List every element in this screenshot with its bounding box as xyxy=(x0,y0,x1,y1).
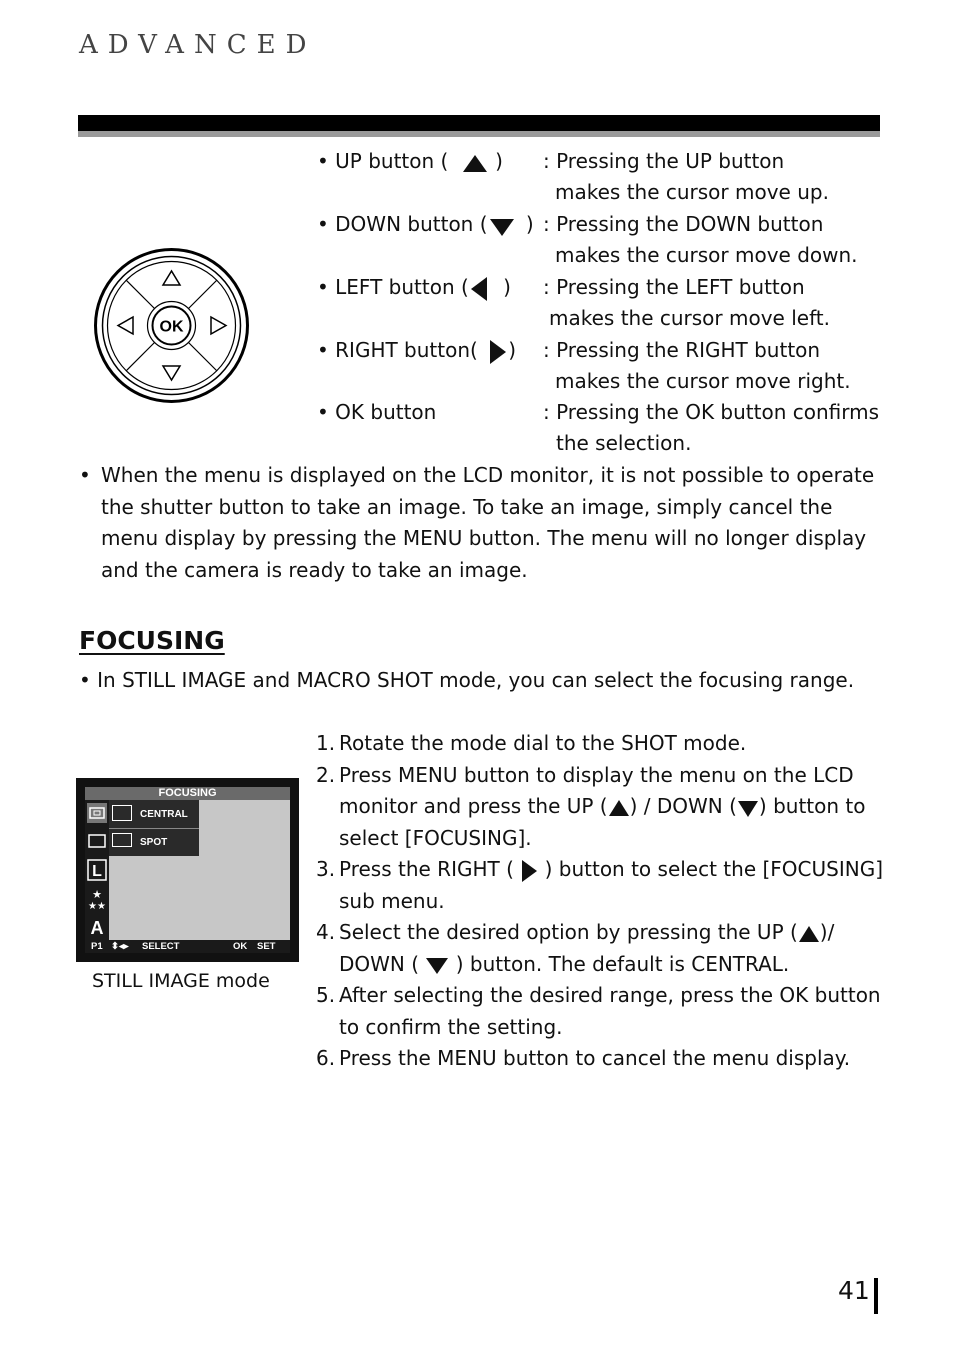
svg-text:★: ★ xyxy=(92,888,102,901)
up-triangle-icon xyxy=(798,925,820,943)
control-close: ) xyxy=(525,212,534,236)
section-header: ADVANCED xyxy=(79,30,317,60)
dpad-illustration xyxy=(93,247,250,404)
svg-text:A: A xyxy=(90,918,104,938)
svg-text:L: L xyxy=(92,863,102,880)
step-4: 4. Select the desired option by pressing the UP ( )/ DOWN ( ) button. The default is CENTRAL. xyxy=(316,920,835,976)
control-close: ) xyxy=(508,338,517,362)
focusing-steps xyxy=(316,728,886,1075)
right-triangle-icon xyxy=(488,339,508,365)
step-5: 5. After selecting the desired range, press the OK button to confirm the setting. xyxy=(316,983,881,1039)
spot-focus-icon xyxy=(112,833,132,847)
control-desc-left: : Pressing the LEFT button makes the cursor move left. xyxy=(543,275,830,330)
dpad-ok-label: OK xyxy=(159,318,184,336)
up-triangle-icon xyxy=(608,799,630,817)
lcd-option-spot: SPOT xyxy=(140,837,168,848)
step-6: 6. Press the MENU button to cancel the menu display. xyxy=(316,1046,851,1070)
step-1: 1. Rotate the mode dial to the SHOT mode. xyxy=(316,731,747,755)
lcd-option-central: CENTRAL xyxy=(140,809,188,820)
control-desc-right: : Pressing the RIGHT button makes the cursor move right. xyxy=(543,338,851,393)
control-row-left xyxy=(317,272,511,303)
control-close: ) xyxy=(495,149,503,173)
lcd-focus-menu xyxy=(109,800,199,856)
control-name: • LEFT button ( xyxy=(317,275,469,299)
down-triangle-icon xyxy=(488,216,516,236)
svg-text:★★: ★★ xyxy=(88,901,106,912)
control-row-right xyxy=(317,335,516,366)
control-name: • RIGHT button( xyxy=(317,338,478,362)
up-triangle-icon xyxy=(461,153,489,173)
lcd-title: FOCUSING xyxy=(85,787,290,800)
menu-note xyxy=(79,460,879,586)
control-close: ) xyxy=(503,275,511,299)
control-desc-up: : Pressing the UP button makes the cursor move up. xyxy=(543,149,829,204)
header-rule-shade xyxy=(78,131,880,137)
focusing-title: FOCUSING xyxy=(79,626,225,655)
central-focus-icon xyxy=(112,805,132,821)
control-desc-ok: : Pressing the OK button confirms the selection. xyxy=(543,400,880,455)
down-triangle-icon xyxy=(425,956,449,974)
lcd-footer: P1 ⬍◂▸ SELECT OK SET xyxy=(85,940,290,953)
control-row-up xyxy=(317,146,503,177)
control-name: • DOWN button ( xyxy=(317,212,488,236)
page-number-bar xyxy=(874,1278,878,1314)
step-3: 3. Press the RIGHT ( ) button to select the [FOCUSING] sub menu. xyxy=(316,857,883,913)
control-row-down xyxy=(317,209,534,240)
control-name: • OK button xyxy=(317,400,437,424)
lcd-screenshot xyxy=(76,778,299,962)
control-desc-down: : Pressing the DOWN button makes the cursor move down. xyxy=(543,212,858,267)
right-triangle-icon xyxy=(520,859,538,883)
lcd-mode-strip xyxy=(85,800,109,940)
left-triangle-icon xyxy=(469,276,489,302)
control-name: • UP button ( xyxy=(317,149,449,173)
step-2: 2. Press MENU button to display the menu on the LCD monitor and press the UP ( ) / DOWN ( ) button to select [FOCUSING]. xyxy=(316,762,866,850)
lcd-caption: STILL IMAGE mode xyxy=(92,970,270,992)
note-text: When the menu is displayed on the LCD monitor, it is not possible to operate the shutter button to take an image. To take an image, simply cancel the menu display by pressing the MENU button. The menu will no longer display and the camera is ready to take an image. xyxy=(101,463,875,582)
focusing-intro: • In STILL IMAGE and MACRO SHOT mode, you can select the focusing range. xyxy=(79,668,855,692)
control-row-ok xyxy=(317,397,436,428)
note-bullet: • xyxy=(79,463,91,487)
down-triangle-icon xyxy=(737,799,759,817)
header-rule xyxy=(78,115,880,131)
page-number: 41 xyxy=(838,1276,870,1305)
